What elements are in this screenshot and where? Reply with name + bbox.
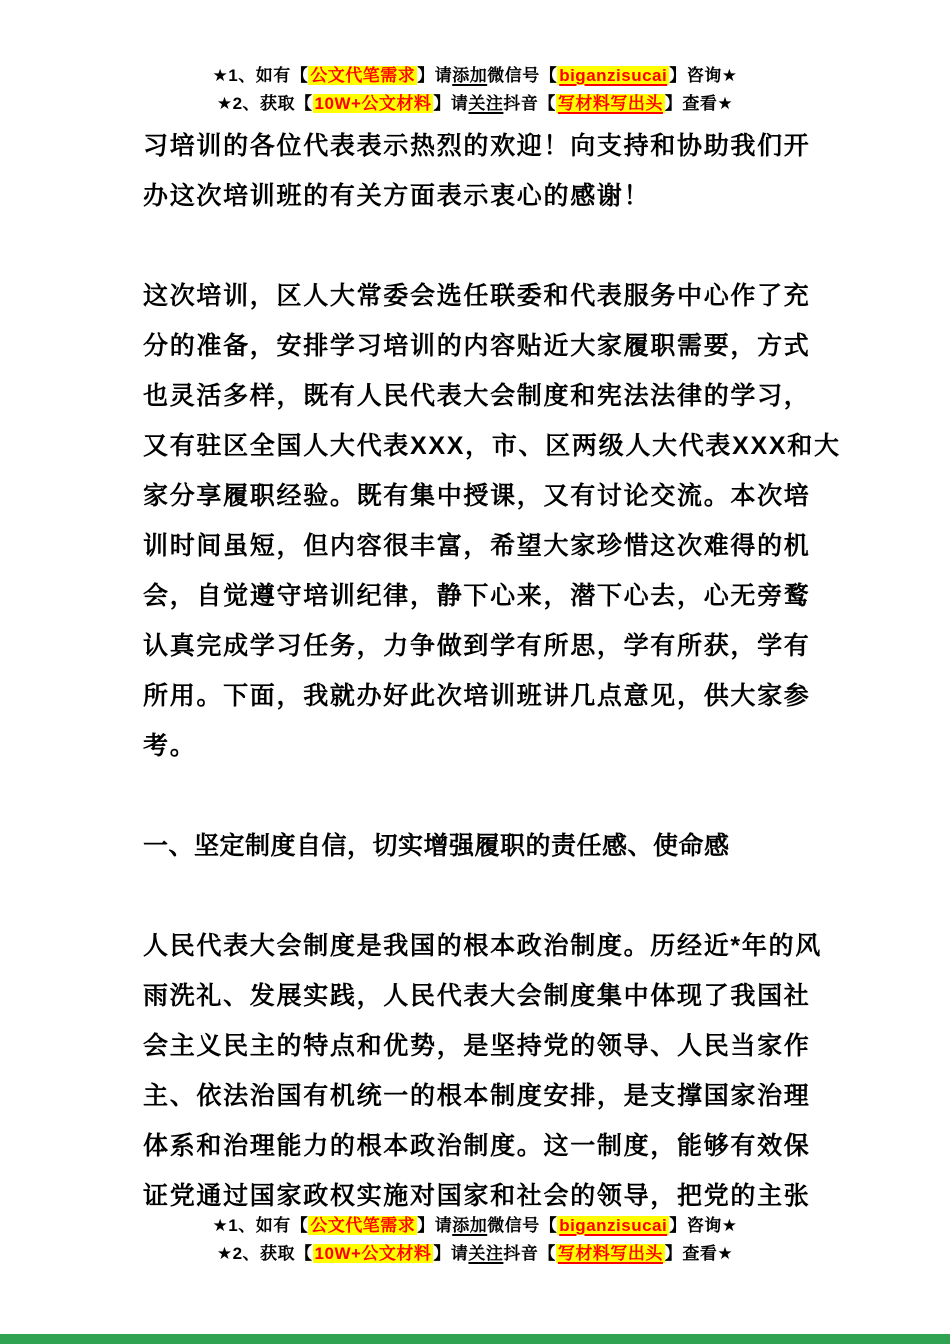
paragraph	[143, 271, 841, 771]
text-line: 考。	[143, 732, 197, 760]
ad-text: 】请	[417, 1216, 453, 1235]
ad-text: 抖音【	[503, 1244, 556, 1263]
wechat-id: biganzisucai	[559, 1216, 668, 1235]
underlined-follow-action: 关注	[468, 94, 504, 113]
ad-text: ★1、如有【	[212, 66, 309, 85]
paragraph	[143, 121, 811, 221]
document-body	[143, 121, 841, 1271]
footer-ad-banner	[0, 1212, 950, 1268]
text-line: 体系和治理能力的根本政治制度。这一制度，能够有效保	[143, 1132, 811, 1160]
douyin-account: 写材料写出头	[557, 1244, 663, 1263]
ad-text: 抖音【	[503, 94, 556, 113]
text-line: 证党通过国家政权实施对国家和社会的领导，把党的主张	[143, 1182, 811, 1210]
header-ad-line-2	[0, 90, 950, 118]
text-line: 也灵活多样，既有人民代表大会制度和宪法法律的学习，	[143, 382, 811, 410]
text-line: 雨洗礼、发展实践，人民代表大会制度集中体现了我国社	[143, 982, 811, 1010]
footer-ad-line-2	[0, 1240, 950, 1268]
underlined-follow-action: 关注	[468, 1244, 504, 1263]
ad-text: ★2、获取【	[216, 1244, 313, 1263]
header-ad-banner	[0, 62, 950, 118]
douyin-account: 写材料写出头	[557, 94, 663, 113]
ad-text: 】查看★	[664, 1244, 734, 1263]
text-line: 分的准备，安排学习培训的内容贴近大家履职需要，方式	[143, 332, 811, 360]
footer-ad-line-1	[0, 1212, 950, 1240]
ad-text: 】咨询★	[669, 1216, 738, 1235]
underlined-add-action: 添加	[452, 66, 488, 85]
ad-text: 】请	[433, 1244, 469, 1263]
text-line: 这次培训，区人大常委会选任联委和代表服务中心作了充	[143, 282, 811, 310]
text-line: 家分享履职经验。既有集中授课，又有讨论交流。本次培	[143, 482, 811, 510]
wechat-id: biganzisucai	[559, 66, 668, 85]
text-line: 人民代表大会制度是我国的根本政治制度。历经近*年的风	[143, 932, 822, 960]
ad-text: ★2、获取【	[216, 94, 313, 113]
ad-text: 】查看★	[664, 94, 734, 113]
section-heading: 一、坚定制度自信，切实增强履职的责任感、使命感	[143, 832, 730, 860]
text-line: 主、依法治国有机统一的根本制度安排，是支撑国家治理	[143, 1082, 811, 1110]
ad-text: ★1、如有【	[212, 1216, 309, 1235]
ad-text: 】咨询★	[669, 66, 738, 85]
text-line: 训时间虽短，但内容很丰富，希望大家珍惜这次难得的机	[143, 532, 811, 560]
highlight-writing-service: 公文代笔需求	[310, 66, 416, 85]
text-line: 会主义民主的特点和优势，是坚持党的领导、人民当家作	[143, 1032, 811, 1060]
highlight-materials: 10W+公文材料	[314, 1244, 432, 1263]
text-line: 认真完成学习任务，力争做到学有所思，学有所获，学有	[143, 632, 811, 660]
underlined-add-action: 添加	[452, 1216, 488, 1235]
text-line: 会，自觉遵守培训纪律，静下心来，潜下心去，心无旁鹜	[143, 582, 811, 610]
highlight-writing-service: 公文代笔需求	[310, 1216, 416, 1235]
ad-text: 】请	[433, 94, 469, 113]
ad-text: 】请	[417, 66, 453, 85]
ad-text: 微信号【	[487, 66, 558, 85]
text-line: 办这次培训班的有关方面表示衷心的感谢！	[143, 182, 651, 210]
ad-text: 微信号【	[487, 1216, 558, 1235]
paragraph	[143, 921, 822, 1221]
highlight-materials: 10W+公文材料	[314, 94, 432, 113]
bottom-bar	[0, 1334, 950, 1344]
text-line: 习培训的各位代表表示热烈的欢迎！向支持和协助我们开	[143, 132, 811, 160]
header-ad-line-1	[0, 62, 950, 90]
text-line: 所用。下面，我就办好此次培训班讲几点意见，供大家参	[143, 682, 811, 710]
text-line: 又有驻区全国人大代表XXX，市、区两级人大代表XXX和大	[143, 432, 841, 460]
